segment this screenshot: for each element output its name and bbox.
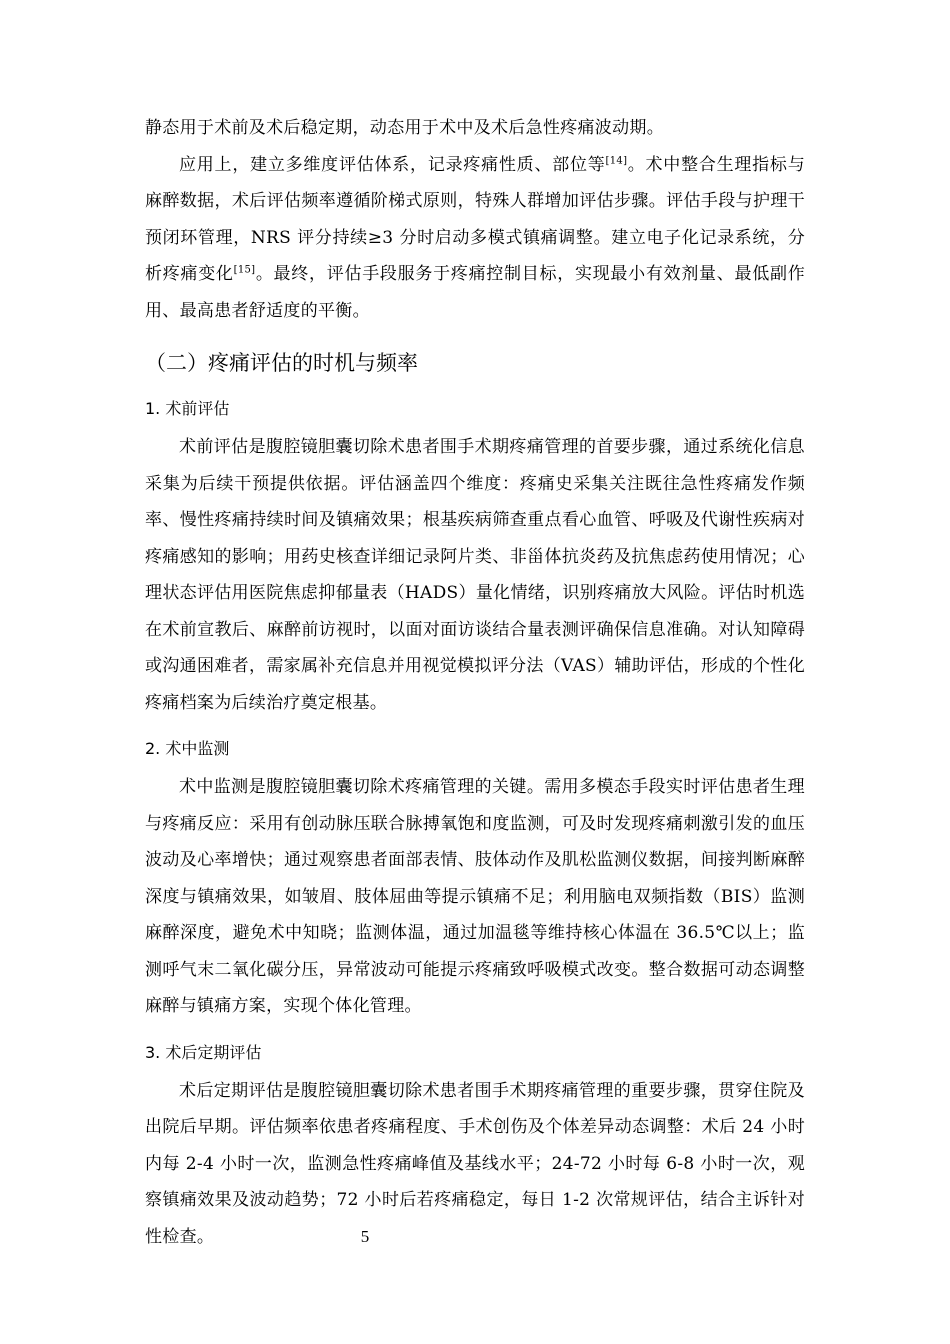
paragraph-intro-continuation — [145, 110, 805, 147]
subsection-heading-postop: 3. 术后定期评估 — [145, 1042, 262, 1062]
paragraph-text: 。最终，评估手段服务于疼痛控制目标，实现最小有效剂量、最低副作用、最高患者舒适度的平衡。 — [145, 264, 805, 321]
paragraph-text: 。术中整合生理指标与麻醉数据，术后评估频率遵循阶梯式原则，特殊人群增加评估步骤。评估手段与护理干预闭环管理，NRS 评分持续≥3 分时启动多模式镇痛调整。建立电子化记录系统，分析疼痛变化 — [145, 154, 806, 284]
section-heading: （二）疼痛评估的时机与频率 — [145, 351, 418, 375]
paragraph-application — [145, 147, 805, 330]
citation-ref: [14] — [605, 154, 628, 166]
page-number: 5 — [360, 1227, 370, 1246]
paragraph-text: 应用上，建立多维度评估体系，记录疼痛性质、部位等 — [179, 154, 606, 175]
paragraph-text: 静态用于术前及术后稳定期，动态用于术中及术后急性疼痛波动期。 — [145, 118, 664, 138]
page-content — [145, 110, 805, 1255]
subsection-heading-intraop: 2. 术中监测 — [145, 739, 230, 758]
subsection-heading-preop: 1. 术前评估 — [145, 399, 230, 418]
paragraph-preop: 术前评估是腹腔镜胆囊切除术患者围手术期疼痛管理的首要步骤，通过系统化信息采集为后续干预提供依据。评估涵盖四个维度：疼痛史采集关注既往急性疼痛发作频率、慢性疼痛持续时间及镇痛效果；根基疾病筛查重点看心血管、呼吸及代谢性疾病对疼痛感知的影响；用药史核查详细记录阿片类、非甾体抗炎药及抗焦虑药使用情况；心理状态评估用医院焦虑抑郁量表（HADS）量化情绪，识别疼痛放大风险。评估时机选在术前宣教后、麻醉前访视时，以面对面访谈结合量表测评确保信息准确。对认知障碍或沟通困难者，需家属补充信息并用视觉模拟评分法（VAS）辅助评估，形成的个性化疼痛档案为后续治疗奠定根基。 — [145, 437, 805, 713]
citation-ref: [15] — [233, 264, 256, 276]
paragraph-postop: 术后定期评估是腹腔镜胆囊切除术患者围手术期疼痛管理的重要步骤，贯穿住院及出院后早期。评估频率依患者疼痛程度、手术创伤及个体差异动态调整：术后 24 小时内每 2-4 小时一次，监测急性疼痛峰值及基线水平；24-72 小时每 6-8 小时一次，观察镇痛效果及波动趋势；72 小时后若疼痛稳定，每日 1-2 次常规评估，结合主诉针对性检查。 — [145, 1080, 805, 1247]
paragraph-intraop: 术中监测是腹腔镜胆囊切除术疼痛管理的关键。需用多模态手段实时评估患者生理与疼痛反应：采用有创动脉压联合脉搏氧饱和度监测，可及时发现疼痛刺激引发的血压波动及心率增快；通过观察患者面部表情、肢体动作及肌松监测仪数据，间接判断麻醉深度与镇痛效果，如皱眉、肢体屈曲等提示镇痛不足；利用脑电双频指数（BIS）监测麻醉深度，避免术中知晓；监测体温，通过加温毯等维持核心体温在 36.5℃以上；监测呼气末二氧化碳分压，异常波动可能提示疼痛致呼吸模式改变。整合数据可动态调整麻醉与镇痛方案，实现个体化管理。 — [145, 777, 805, 1016]
